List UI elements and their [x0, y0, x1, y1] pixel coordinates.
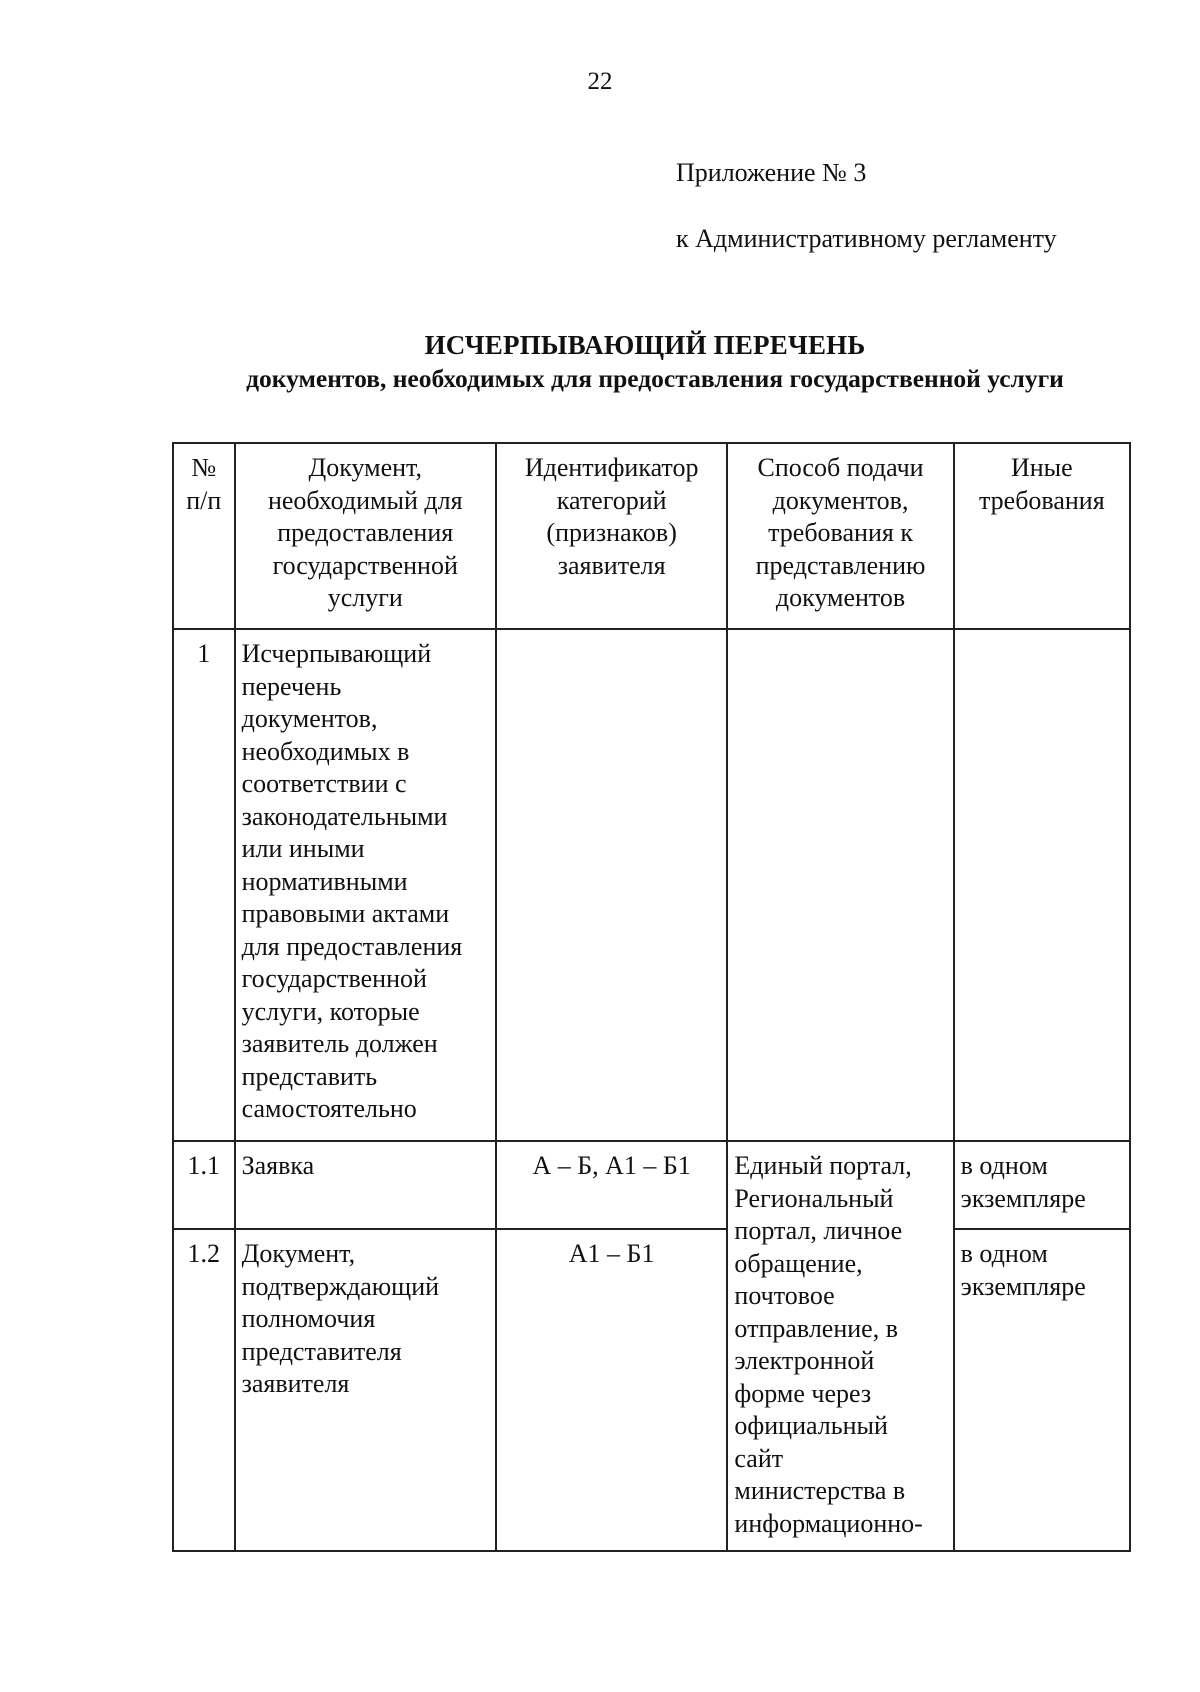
row-number: 1.2	[173, 1229, 235, 1551]
row-document: Заявка	[235, 1141, 496, 1229]
header-submission-method: Способ подачи документов, требования к представлению документов	[727, 443, 953, 629]
appendix-reference: к Административному регламенту	[676, 224, 1057, 253]
table-row	[173, 1141, 1130, 1229]
table-row	[173, 629, 1130, 1141]
row-document: Документ, подтверждающий полномочия представителя заявителя	[235, 1229, 496, 1551]
documents-table	[172, 442, 1131, 1552]
table-row	[173, 1229, 1130, 1551]
header-document: Документ, необходимый для предоставления государственной услуги	[235, 443, 496, 629]
page-number: 22	[587, 68, 613, 95]
header-other-requirements: Иные требования	[954, 443, 1130, 629]
row-submission-method: Единый портал, Региональный портал, личное обращение, почтовое отправление, в электронной форме через официальный сайт министерства в информационно-	[727, 1141, 953, 1551]
row-other-requirements: в одном экземпляре	[954, 1141, 1130, 1229]
row-identifier: А1 – Б1	[496, 1229, 728, 1551]
row-identifier	[496, 629, 728, 1141]
row-other-requirements: в одном экземпляре	[954, 1229, 1130, 1551]
row-number: 1.1	[173, 1141, 235, 1229]
header-identifier: Идентификатор категорий (признаков) заявителя	[496, 443, 728, 629]
document-title: ИСЧЕРПЫВАЮЩИЙ ПЕРЕЧЕНЬ	[424, 330, 866, 360]
appendix-number: Приложение № 3	[676, 158, 867, 187]
row-identifier: А – Б, А1 – Б1	[496, 1141, 728, 1229]
row-submission-method	[727, 629, 953, 1141]
table-header-row	[173, 443, 1130, 629]
document-subtitle: документов, необходимых для предоставления государственной услуги	[246, 364, 1064, 393]
row-number: 1	[173, 629, 235, 1141]
row-other-requirements	[954, 629, 1130, 1141]
header-number: № п/п	[173, 443, 235, 629]
row-document: Исчерпывающий перечень документов, необходимых в соответствии с законодательными или иными нормативными правовыми актами для предоставления государственной услуги, которые заявитель должен представить самостоятельно	[235, 629, 496, 1141]
